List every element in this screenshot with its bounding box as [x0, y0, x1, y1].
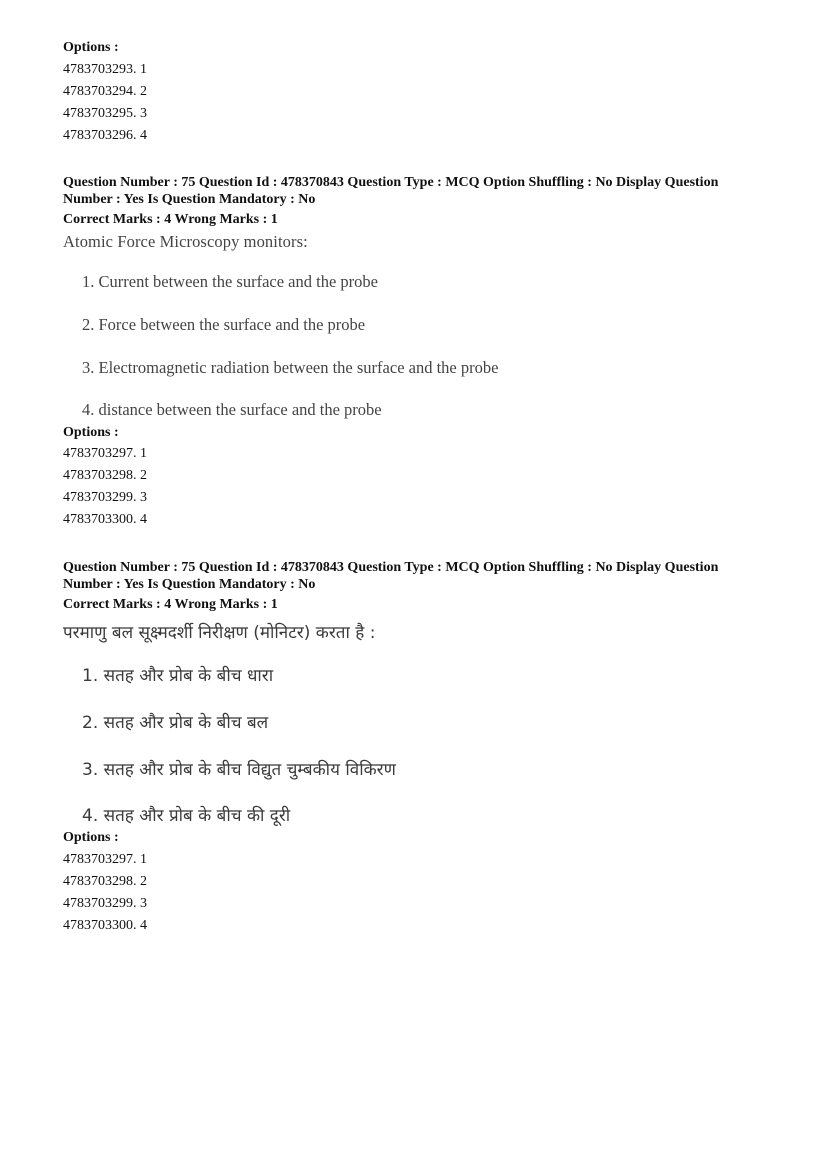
question-choice: 3. Electromagnetic radiation between the surface and the probe [82, 358, 499, 377]
option-item: 4783703299. 3 [63, 490, 147, 505]
option-item: 4783703300. 4 [63, 512, 147, 527]
question-marks: Correct Marks : 4 Wrong Marks : 1 [63, 597, 278, 612]
question-marks: Correct Marks : 4 Wrong Marks : 1 [63, 212, 278, 227]
question-choice: 1. सतह और प्रोब के बीच धारा [82, 666, 274, 686]
options-label: Options : [63, 830, 119, 845]
option-item: 4783703294. 2 [63, 84, 147, 99]
options-label: Options : [63, 425, 119, 440]
question-meta-line: Number : Yes Is Question Mandatory : No [63, 577, 316, 592]
question-choice: 4. सतह और प्रोब के बीच की दूरी [82, 806, 291, 826]
option-item: 4783703293. 1 [63, 62, 147, 77]
question-stem: परमाणु बल सूक्ष्मदर्शी निरीक्षण (मोनिटर) करता है : [63, 623, 376, 643]
question-meta-line: Question Number : 75 Question Id : 478370843 Question Type : MCQ Option Shuffling : No Display Question [63, 560, 719, 575]
option-item: 4783703298. 2 [63, 468, 147, 483]
option-item: 4783703300. 4 [63, 918, 147, 933]
question-meta-line: Question Number : 75 Question Id : 478370843 Question Type : MCQ Option Shuffling : No Display Question [63, 175, 719, 190]
question-stem: Atomic Force Microscopy monitors: [63, 232, 308, 251]
option-item: 4783703297. 1 [63, 852, 147, 867]
option-item: 4783703298. 2 [63, 874, 147, 889]
option-item: 4783703297. 1 [63, 446, 147, 461]
question-choice: 3. सतह और प्रोब के बीच विद्युत चुम्बकीय विकिरण [82, 760, 396, 780]
option-item: 4783703295. 3 [63, 106, 147, 121]
question-choice: 2. सतह और प्रोब के बीच बल [82, 713, 269, 733]
question-meta-line: Number : Yes Is Question Mandatory : No [63, 192, 316, 207]
question-choice: 2. Force between the surface and the probe [82, 315, 366, 334]
options-label: Options : [63, 40, 119, 55]
option-item: 4783703299. 3 [63, 896, 147, 911]
question-choice: 1. Current between the surface and the probe [82, 272, 378, 291]
question-choice: 4. distance between the surface and the probe [82, 400, 382, 419]
option-item: 4783703296. 4 [63, 128, 147, 143]
